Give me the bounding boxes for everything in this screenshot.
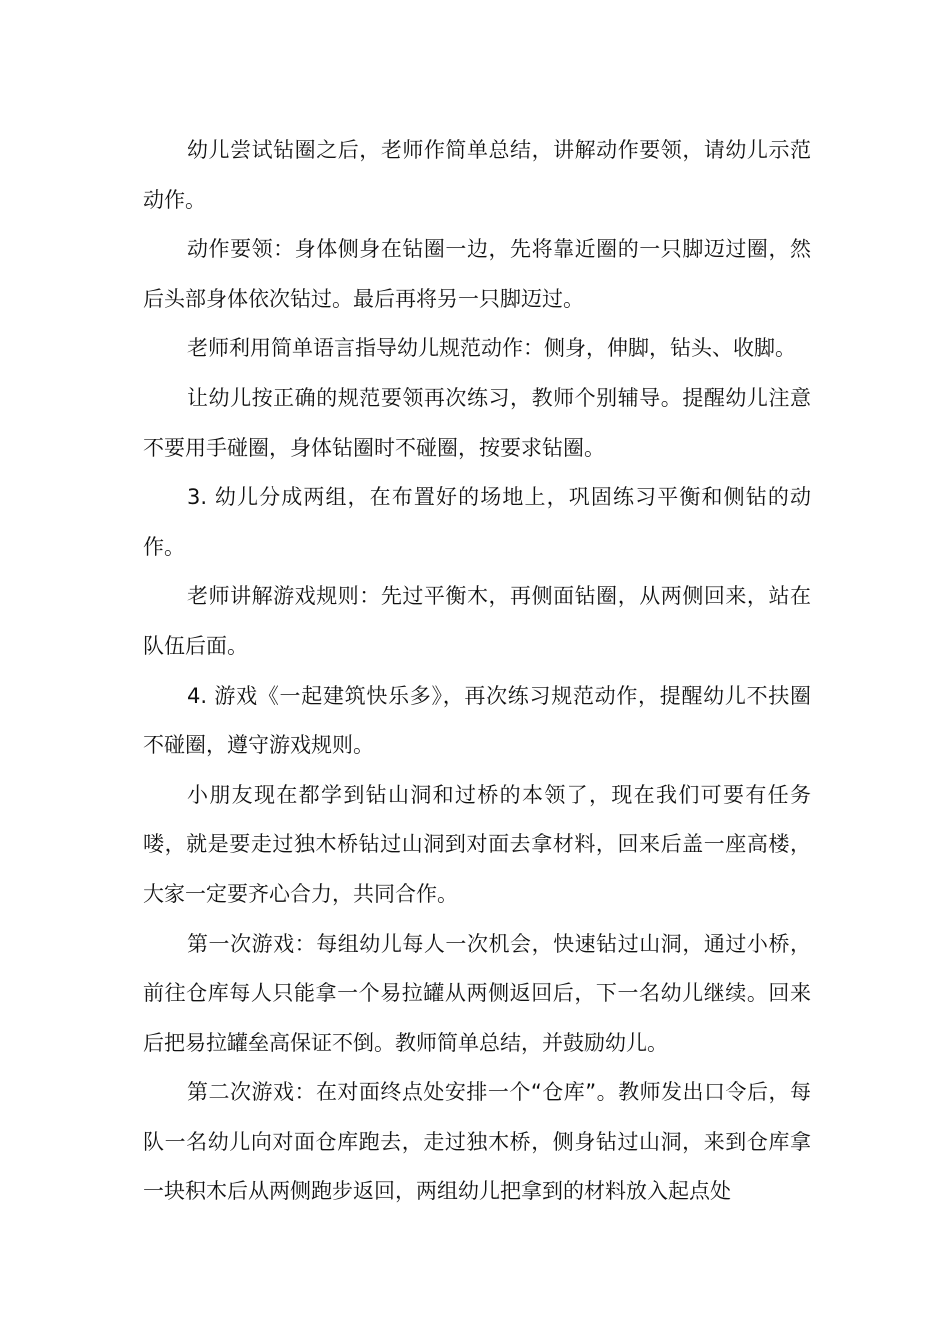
paragraph-first-game: 第一次游戏：每组幼儿每人一次机会，快速钻过山洞，通过小桥，前往仓库每人只能拿一个易拉罐从两侧返回后，下一名幼儿继续。回来后把易拉罐垒高保证不倒。教师简单总结，并鼓励幼儿。 [143, 931, 811, 1055]
paragraph-game-rules: 老师讲解游戏规则：先过平衡木，再侧面钻圈，从两侧回来，站在队伍后面。 [143, 584, 811, 658]
paragraph-step-3: 3. 幼儿分成两组，在布置好的场地上，巩固练习平衡和侧钻的动作。 [143, 485, 811, 559]
paragraph-movement-essentials: 动作要领：身体侧身在钻圈一边，先将靠近圈的一只脚迈过圈，然后头部身体依次钻过。最后再将另一只脚迈过。 [143, 237, 811, 311]
paragraph-instructor-summary: 幼儿尝试钻圈之后，老师作简单总结，讲解动作要领，请幼儿示范动作。 [143, 138, 811, 212]
paragraph-practice-again: 让幼儿按正确的规范要领再次练习，教师个别辅导。提醒幼儿注意不要用手碰圈，身体钻圈时不碰圈，按要求钻圈。 [143, 385, 811, 460]
paragraph-language-guidance: 老师利用简单语言指导幼儿规范动作：侧身，伸脚，钻头、收脚。 [187, 336, 796, 361]
document-body [143, 126, 811, 1217]
paragraph-step-4: 4. 游戏《一起建筑快乐多》，再次练习规范动作，提醒幼儿不扶圈不碰圈，遵守游戏规则。 [143, 683, 811, 758]
paragraph-task-intro: 小朋友现在都学到钻山洞和过桥的本领了，现在我们可要有任务喽，就是要走过独木桥钻过山洞到对面去拿材料，回来后盖一座高楼，大家一定要齐心合力，共同合作。 [143, 782, 811, 906]
paragraph-second-game: 第二次游戏：在对面终点处安排一个“仓库”。教师发出口令后，每队一名幼儿向对面仓库跑去，走过独木桥，侧身钻过山洞，来到仓库拿一块积木后从两侧跑步返回，两组幼儿把拿到的材料放入起点处 [143, 1080, 811, 1204]
